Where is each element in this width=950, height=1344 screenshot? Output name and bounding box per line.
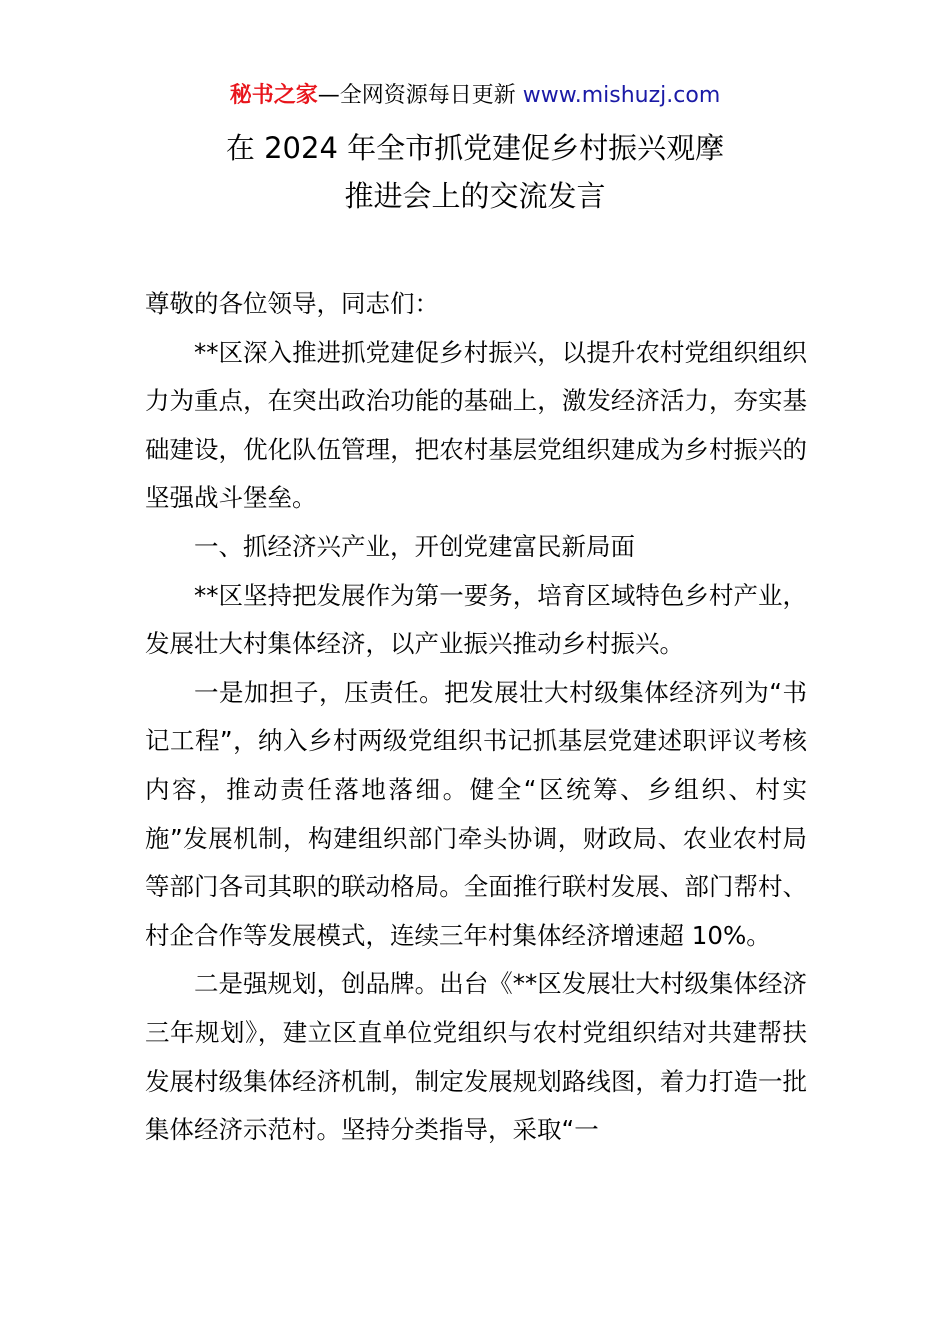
paragraph-intro: **区深入推进抓党建促乡村振兴，以提升农村党组织组织力为重点，在突出政治功能的基础上，激发经济活力，夯实基础建设，优化队伍管理，把农村基层党组织建成为乡村振兴的坚强战斗堡垒。	[145, 337, 807, 513]
watermark-header	[0, 80, 950, 112]
paragraph-point-2: 二是强规划，创品牌。出台《**区发展壮大村级集体经济三年规划》，建立区直单位党组织与农村党组织结对共建帮扶发展村级集体经济机制，制定发展规划路线图，着力打造一批集体经济示范村。坚持分类指导，采取“一	[145, 969, 807, 1145]
document-title-line-2: 推进会上的交流发言	[344, 179, 606, 213]
paragraph-point-1: 一是加担子，压责任。把发展壮大村级集体经济列为“书记工程”，纳入乡村两级党组织书记抓基层党建述职评议考核内容，推动责任落地落细。健全“区统筹、乡组织、村实施”发展机制，构建组织部门牵头协调，财政局、农业农村局等部门各司其职的联动格局。全面推行联村发展、部门帮村、村企合作等发展模式，连续三年村集体经济增速超 10%。	[145, 677, 807, 950]
site-url: www.mishuzj.com	[522, 83, 721, 108]
paragraph-section-1-intro: **区坚持把发展作为第一要务，培育区域特色乡村产业，发展壮大村集体经济，以产业振兴推动乡村振兴。	[145, 580, 807, 659]
section-heading-1: 一、抓经济兴产业，开创党建富民新局面	[194, 531, 635, 561]
brand-name: 秘书之家	[229, 83, 318, 108]
document-title-line-1: 在 2024 年全市抓党建促乡村振兴观摩	[225, 131, 725, 165]
document-body	[145, 280, 807, 1155]
salutation: 尊敬的各位领导，同志们：	[145, 289, 439, 318]
header-tagline: —全网资源每日更新	[317, 83, 523, 108]
